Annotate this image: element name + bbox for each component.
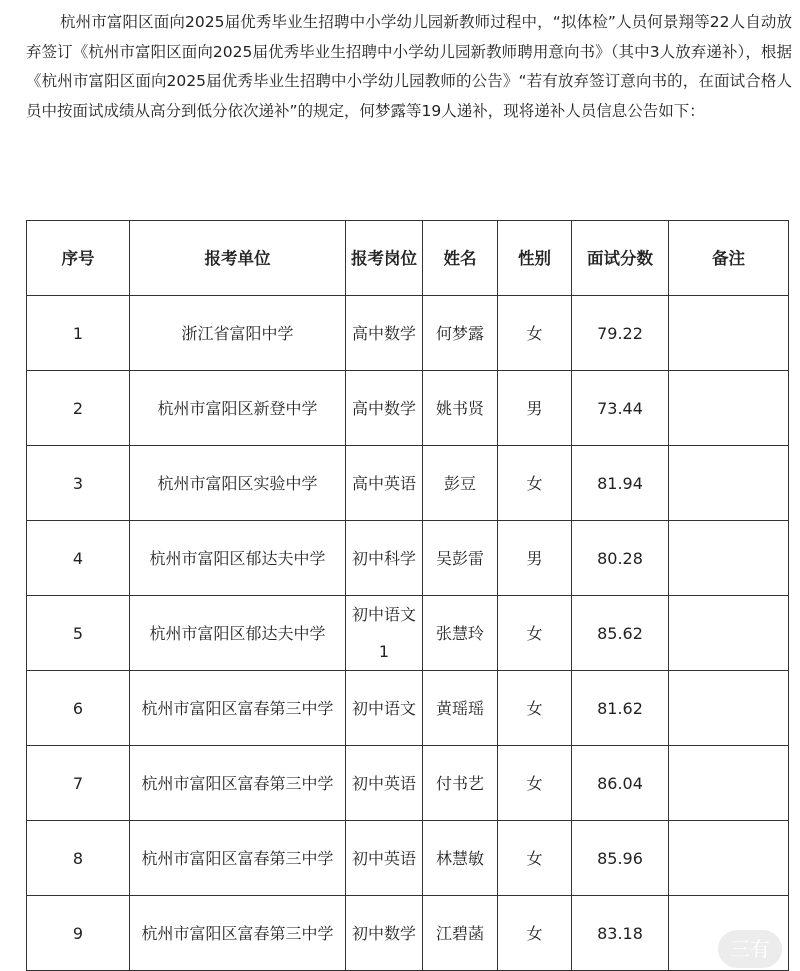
header-score: 面试分数 xyxy=(572,221,669,296)
table-row xyxy=(27,896,789,971)
cell-unit: 杭州市富阳区富春第三中学 xyxy=(130,896,346,971)
cell-unit: 浙江省富阳中学 xyxy=(130,296,346,371)
cell-name: 黄瑶瑶 xyxy=(423,671,498,746)
cell-score: 81.94 xyxy=(572,446,669,521)
cell-post: 初中英语 xyxy=(346,821,423,896)
cell-name: 张慧玲 xyxy=(423,596,498,671)
cell-gender: 女 xyxy=(498,446,572,521)
cell-name: 何梦露 xyxy=(423,296,498,371)
table-row xyxy=(27,671,789,746)
table-row xyxy=(27,746,789,821)
header-name: 姓名 xyxy=(423,221,498,296)
cell-gender: 女 xyxy=(498,296,572,371)
cell-remark xyxy=(669,446,789,521)
cell-score: 85.62 xyxy=(572,596,669,671)
cell-no: 8 xyxy=(27,821,130,896)
header-unit: 报考单位 xyxy=(130,221,346,296)
cell-no: 7 xyxy=(27,746,130,821)
table-row xyxy=(27,371,789,446)
cell-unit: 杭州市富阳区富春第三中学 xyxy=(130,821,346,896)
cell-post: 高中英语 xyxy=(346,446,423,521)
cell-gender: 女 xyxy=(498,596,572,671)
cell-remark xyxy=(669,296,789,371)
cell-no: 1 xyxy=(27,296,130,371)
cell-post: 高中数学 xyxy=(346,296,423,371)
notice-intro: 杭州市富阳区面向2025届优秀毕业生招聘中小学幼儿园新教师过程中，“拟体检”人员何景翔等22人自动放弃签订《杭州市富阳区面向2025届优秀毕业生招聘中小学幼儿园新教师聘用意向书》（其中3人放弃递补），根据《杭州市富阳区面向2025届优秀毕业生招聘中小学幼儿园教师的公告》“若有放弃签订意向书的，在面试合格人员中按面试成绩从高分到低分依次递补”的规定，何梦露等19人递补，现将递补人员信息公告如下： xyxy=(26,13,792,120)
cell-name: 姚书贤 xyxy=(423,371,498,446)
header-gender: 性别 xyxy=(498,221,572,296)
table-row xyxy=(27,596,789,671)
table-row xyxy=(27,296,789,371)
cell-remark xyxy=(669,821,789,896)
cell-name: 付书艺 xyxy=(423,746,498,821)
cell-post: 初中语文 xyxy=(346,671,423,746)
cell-score: 73.44 xyxy=(572,371,669,446)
cell-name: 彭豆 xyxy=(423,446,498,521)
header-remark: 备注 xyxy=(669,221,789,296)
cell-no: 6 xyxy=(27,671,130,746)
cell-post: 初中英语 xyxy=(346,746,423,821)
table-row xyxy=(27,821,789,896)
cell-gender: 女 xyxy=(498,746,572,821)
cell-post: 初中科学 xyxy=(346,521,423,596)
cell-score: 80.28 xyxy=(572,521,669,596)
candidate-table xyxy=(26,220,789,971)
watermark-badge: 三有 xyxy=(718,930,782,968)
cell-post: 高中数学 xyxy=(346,371,423,446)
cell-score: 79.22 xyxy=(572,296,669,371)
cell-post: 初中语文1 xyxy=(346,596,423,671)
cell-remark xyxy=(669,671,789,746)
table-row xyxy=(27,521,789,596)
header-no: 序号 xyxy=(27,221,130,296)
cell-gender: 女 xyxy=(498,671,572,746)
cell-no: 9 xyxy=(27,896,130,971)
cell-unit: 杭州市富阳区实验中学 xyxy=(130,446,346,521)
cell-score: 81.62 xyxy=(572,671,669,746)
cell-no: 5 xyxy=(27,596,130,671)
cell-unit: 杭州市富阳区郁达夫中学 xyxy=(130,596,346,671)
cell-remark xyxy=(669,746,789,821)
cell-gender: 男 xyxy=(498,521,572,596)
cell-gender: 女 xyxy=(498,896,572,971)
cell-remark xyxy=(669,521,789,596)
cell-name: 吴彭雷 xyxy=(423,521,498,596)
cell-no: 2 xyxy=(27,371,130,446)
cell-remark xyxy=(669,596,789,671)
cell-unit: 杭州市富阳区富春第三中学 xyxy=(130,746,346,821)
cell-name: 江碧菡 xyxy=(423,896,498,971)
cell-score: 86.04 xyxy=(572,746,669,821)
cell-unit: 杭州市富阳区富春第三中学 xyxy=(130,671,346,746)
table-header-row xyxy=(27,221,789,296)
cell-name: 林慧敏 xyxy=(423,821,498,896)
cell-score: 83.18 xyxy=(572,896,669,971)
cell-unit: 杭州市富阳区新登中学 xyxy=(130,371,346,446)
cell-post: 初中数学 xyxy=(346,896,423,971)
cell-gender: 女 xyxy=(498,821,572,896)
cell-unit: 杭州市富阳区郁达夫中学 xyxy=(130,521,346,596)
table-row xyxy=(27,446,789,521)
cell-gender: 男 xyxy=(498,371,572,446)
cell-no: 4 xyxy=(27,521,130,596)
header-post: 报考岗位 xyxy=(346,221,423,296)
cell-no: 3 xyxy=(27,446,130,521)
cell-score: 85.96 xyxy=(572,821,669,896)
cell-remark xyxy=(669,371,789,446)
